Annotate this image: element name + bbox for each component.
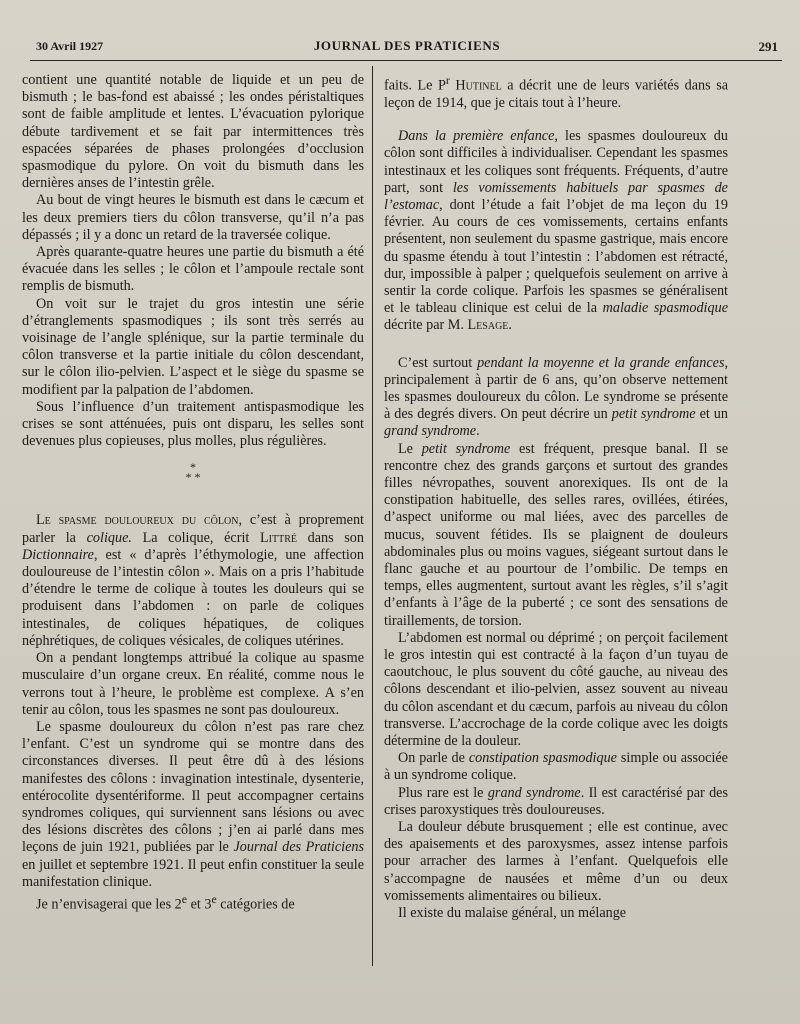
italic-term: petit syndrome: [611, 406, 696, 423]
left-paragraph-1: contient une quantité notable de liquide et un peu de bismuth ; le bas-fond est abaissé ; les ondes péristaltiques sont de faible amplitude et lentes. L’évacuation pylorique débute tardivement et se fait par intermittences très espacées séparées de phases prolongées d’occlusion spasmodique du pylore. On voit du bismuth dans les dernières anses de l’intestin grêle.: [22, 72, 364, 192]
text-run: C’est surtout: [398, 354, 478, 371]
text-run: La colique, écrit: [131, 529, 260, 546]
italic-term: grand syndrome: [487, 784, 581, 801]
italic-term: pendant la moyenne et la grande enfances: [477, 354, 725, 371]
superscript: e: [181, 891, 188, 906]
left-paragraph-7: On a pendant longtemps attribué la colique au spasme musculaire d’un organe creux. En réalité, comme nous le verrons tout à l’heure, le problème est complexe. A s’en tenir au côlon, tous les spasmes ne sont pas douloureux.: [22, 650, 364, 718]
column-divider: [372, 66, 373, 966]
right-column: [384, 72, 728, 922]
text-run: , est « d’après l’éthymologie, une affection douloureuse de l’intestin côlon ». Mais on a pris l’habitude d’étendre le terme de colique à toutes les douleurs qui se produisent dans l’abdomen : on parle de coliques intestinales, de coliques hépatiques, de coliques néphrétiques, de coliques vésicales, de coliques utérines.: [22, 546, 364, 649]
text-run: dans son: [296, 529, 364, 546]
right-paragraph-8: La douleur débute brusquement ; elle est continue, avec des apaisements et des paroxysmes, assez intense parfois pour arracher des larmes à l’enfant. Quelquefois elle s’accompagne de nausées et même d’un ou deux vomissements alimentaires ou bilieux.: [384, 819, 728, 904]
left-paragraph-6: [22, 512, 364, 650]
text-run: et un: [695, 406, 728, 423]
right-paragraph-4: [384, 441, 728, 630]
text-run: , les spasmes douloureux du côlon sont difficiles à individualiser. Cependant les spasmes intestinaux et les coliques sont fréquents. Fréquents, d’autre part, sont: [384, 128, 728, 196]
text-run: catégories de: [216, 896, 295, 913]
running-header: [36, 36, 778, 56]
author-name: Littré: [259, 529, 297, 546]
text-run: Le spasme douloureux du côlon n’est pas rare chez l’enfant. C’est un syndrome qui se montre dans des circonstances diverses. Il peut être dû à des lésions manifestes des côlons : invagination intestinale, dysenterie, entérocolite dysentériforme. Il peut accompagner certains syndromes coliques, qui surviennent sans lésions ou avec des lésions discrètes des côlons ; j’en ai parlé dans mes leçons de juin 1921, publiées par le: [22, 718, 364, 856]
italic-title: Dictionnaire: [22, 546, 94, 563]
text-run: Le: [398, 440, 422, 457]
text-run: et 3: [187, 896, 212, 913]
italic-term: les vomissements habituels par spasmes de l’estomac: [384, 179, 728, 213]
text-run: est fréquent, presque banal. Il se rencontre chez des grands garçons et surtout des grandes filles névropathes, souvent anorexiques. Ils ont de la constipation habituelle, des selles rares, ovillées, étirées, d’aspect uniforme ou mal liées, avec des parcelles de mucus, souvent fétides. Ils se plaignent de douleurs abdominales plus ou moins vagues, siégeant surtout dans le flanc gauche et au pourtour de l’ombilic. De temps en temps, elles augmentent, surtout avant les règles, s’il s’agit d’enfants à l’âge de la puberté ; ce sont des sensations de tiraillements, de torsion.: [384, 440, 729, 629]
left-paragraph-3: Après quarante-quatre heures une partie du bismuth a été évacuée dans les selles ; le côlon et l’ampoule rectale sont remplis de bismuth.: [22, 244, 364, 295]
text-run: On parle de: [398, 750, 469, 767]
right-paragraph-7: [384, 785, 728, 819]
header-page-number: 291: [758, 39, 778, 54]
header-date: 30 Avril 1927: [36, 39, 104, 53]
left-paragraph-8: [22, 719, 364, 891]
left-paragraph-4: On voit sur le trajet du gros intestin une série d’étranglements spasmodiques ; ils sont très serrés au voisinage de l’angle splénique, sur la partie terminale du côlon transverse et la partie initiale du côlon descendant, sur le côlon ilio-pelvien. L’aspect et le siège du spasme se modifient par la palpation de l’abdomen.: [22, 295, 364, 398]
text-run: en juillet et septembre 1921. Il peut enfin constituer la seule manifestation clinique.: [22, 856, 364, 890]
text-run: , c’est à proprement parler la: [22, 512, 364, 546]
left-paragraph-9: [22, 891, 364, 914]
left-paragraph-5: Sous l’influence d’un traitement antispasmodique les crises se sont atténuées, puis ont disparu, les selles sont devenues plus copieuses, plus molles, plus régulières.: [22, 398, 364, 450]
text-run: .: [476, 423, 480, 440]
text-run: . Il est caractérisé par des crises paroxystiques très douloureuses.: [384, 784, 728, 818]
author-name: Lesage: [467, 317, 509, 334]
italic-term: grand syndrome: [384, 423, 477, 440]
right-paragraph-1: [384, 72, 728, 112]
superscript: e: [211, 891, 217, 906]
left-paragraph-2: Au bout de vingt heures le bismuth est dans le cæcum et les deux premiers tiers du côlon transverse, qu’il n’a pas dépassés ; il y a donc un retard de la traversée colique.: [22, 192, 364, 243]
italic-term: Dans la première enfance: [398, 128, 555, 145]
italic-term: constipation spasmodique: [468, 750, 617, 767]
text-run: Plus rare est le: [398, 784, 488, 801]
text-run: décrite par M.: [384, 317, 468, 334]
asterism-top: *: [190, 460, 196, 475]
section-heading: Le spasme douloureux du côlon: [36, 512, 239, 529]
italic-title: Journal des Praticiens: [233, 839, 364, 856]
superscript: r: [445, 73, 450, 87]
text-run: a décrit une de leurs variétés dans sa leçon de 1914, que je citais tout à l’heure.: [384, 77, 729, 111]
header-journal-title: JOURNAL DES PRATICIENS: [313, 38, 501, 53]
right-paragraph-2: [384, 128, 728, 334]
text-run: faits. Le P: [384, 77, 446, 94]
text-run: simple ou associée à un syndrome colique.: [384, 750, 728, 784]
author-name: Hutinel: [455, 77, 502, 94]
section-asterism: [22, 462, 364, 484]
text-run: .: [508, 317, 512, 334]
italic-term: petit syndrome: [421, 440, 511, 457]
header-rule: [30, 60, 782, 61]
right-paragraph-5: L’abdomen est normal ou déprimé ; on perçoit facilement le gros intestin qui est contracté à la façon d’un tuyau de caoutchouc, le plus souvent du côté gauche, au niveau des côlons descendant et ilio-pelvien, assez souvent au niveau du côlon ascendant et du cæcum, parfois au niveau du côlon transverse. L’accrochage de la corde colique avec les doigts détermine de la douleur.: [384, 629, 728, 750]
right-paragraph-9: Il existe du malaise général, un mélange: [398, 905, 627, 922]
right-paragraph-3: [384, 355, 728, 441]
text-run: Je n’envisagerai que les 2: [36, 896, 182, 913]
italic-term: colique.: [86, 529, 132, 546]
left-column: [22, 72, 364, 914]
italic-term: maladie spasmodique: [602, 300, 728, 317]
text-run: , dont l’étude a fait l’objet de ma leçon du 19 février. Au cours de ces vomissements, certains enfants présentent, non seulement du spasme gastrique, mais encore du spasme étendu à tout l’intestin : l’abdomen est rétracté, dur, impossible à palper ; quelquefois seulement on arrive à sentir la corde colique. Parfois les spasmes se généralisent et le tableau clinique est celui de la: [384, 196, 728, 317]
right-paragraph-6: [384, 750, 728, 784]
text-run: , principalement à partir de 6 ans, qu’on observe nettement les spasmes douloureux du côlon. Le syndrome se présente à des degrés divers. On peut décrire un: [384, 354, 729, 423]
asterism-bottom: * *: [185, 470, 201, 485]
